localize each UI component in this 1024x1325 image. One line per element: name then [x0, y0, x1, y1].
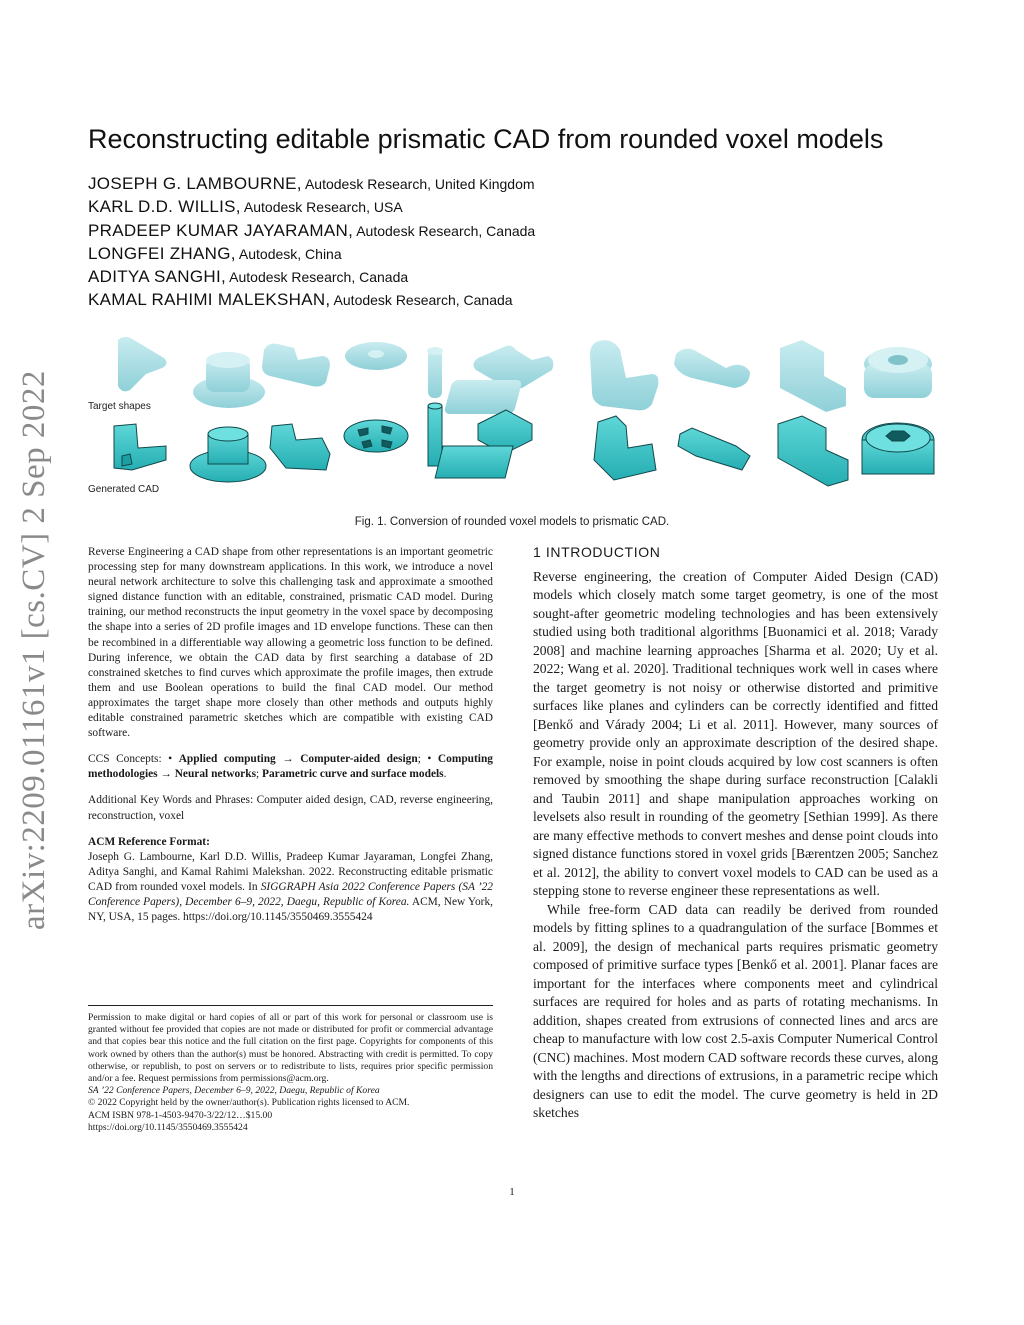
intro-paragraph: While free-form CAD data can readily be derived from rounded models by fitting splines to a quadrangulation of the surface [Bommes et al. 2009], the design of mechanical parts requires prismatic geometry composed of primitive surface types [Benkő et al. 2001]. Planar faces are important for the interfaces where components meet and cylindrical surfaces are required for holes and as parts of rotating mechanisms. In addition, shapes created from extrusions of connected lines and arcs are cheap to manufacture with low cost 2.5-axis Computer Numerical Control (CNC) machines. Most modern CAD software records these curves, along with the lengths and directions of extrusions, in a parametric recipe which designers can use to edit the model. The curve geometry is held in 2D sketches — [533, 901, 938, 1120]
row-label-target: Target shapes — [88, 401, 151, 412]
author-name: KARL D.D. WILLIS, — [88, 197, 241, 217]
author-affiliation: Autodesk Research, Canada — [353, 222, 536, 239]
generated-shape-tray — [435, 446, 513, 478]
conference-line: SA ’22 Conference Papers, December 6–9, 2022, Daegu, Republic of Korea — [88, 1085, 380, 1097]
left-column — [88, 545, 493, 925]
generated-shape-nut-hex-hole — [886, 431, 910, 441]
author-line — [88, 174, 535, 197]
target-shape-tray — [443, 380, 522, 414]
doi-link[interactable]: https://doi.org/10.1145/3550469.3555424 — [88, 1121, 248, 1133]
generated-shape-wedge-notch — [122, 454, 132, 466]
arxiv-identifier-stamp: arXiv:2209.01161v1 [cs.CV] 2 Sep 2022 — [16, 370, 52, 930]
author-name: JOSEPH G. LAMBOURNE, — [88, 174, 302, 193]
page-number: 1 — [509, 1186, 515, 1198]
target-shape-pin-top — [427, 347, 443, 355]
author-affiliation: Autodesk, China — [235, 245, 342, 262]
target-shape-pin — [428, 350, 442, 398]
generated-shape-flange-top — [208, 427, 248, 441]
generated-shape-l-bracket — [270, 424, 330, 470]
author-line — [88, 244, 535, 267]
generated-cad-row — [114, 403, 934, 486]
author-list — [88, 174, 535, 314]
author-name: LONGFEI ZHANG, — [88, 243, 236, 263]
author-affiliation: Autodesk Research, Canada — [226, 269, 409, 286]
target-shape-wedge — [118, 337, 167, 391]
author-name: PRADEEP KUMAR JAYARAMAN, — [88, 220, 354, 240]
target-shape-nut-hole — [888, 355, 908, 365]
ccs-concepts: CCS Concepts: • Applied computing → Computer-aided design; • Computing methodologies → Neural networks; Parametric curve and surface models. — [88, 753, 493, 781]
row-label-generated: Generated CAD — [88, 484, 160, 495]
author-affiliation: Autodesk Research, Canada — [330, 292, 513, 309]
keywords: Additional Key Words and Phrases: Computer aided design, CAD, reverse engineering, reconstruction, voxel — [88, 794, 493, 822]
acm-reference-heading: ACM Reference Format: — [88, 835, 210, 848]
copyright-footnote — [88, 1005, 493, 1134]
abstract: Reverse Engineering a CAD shape from other representations is an important geometric processing step for many downstream applications. In this work, we introduce a novel neural network architecture to solve this challenging task and approximate a smoothed signed distance function with an editable, constrained, prismatic CAD model. During training, our method reconstructs the input geometry in the voxel space by decomposing the shape into a series of 2D profile images and 1D envelope functions. These can then be recombined in a differentiable way allowing a geometric loss function to be defined. During inference, we obtain the CAD data by first searching a database of 2D constrained sketches to find curves which approximate the profile images, then extrude them and use Boolean operations to build the final CAD model. Our method approximates the target shape more closely than other methods and outputs highly editable constrained parametric sketches which are compatible with existing CAD software. — [88, 546, 493, 740]
generated-shape-elbow — [594, 416, 656, 480]
paper-title: Reconstructing editable prismatic CAD from rounded voxel models — [88, 124, 884, 154]
author-line — [88, 267, 535, 290]
author-affiliation: Autodesk Research, USA — [240, 199, 403, 216]
target-shape-flanged-cylinder-top — [206, 352, 250, 368]
generated-shape-wheel — [344, 420, 408, 452]
copyright-line: © 2022 Copyright held by the owner/author(s). Publication rights licensed to ACM. — [88, 1097, 410, 1109]
author-line — [88, 221, 535, 244]
right-column — [533, 543, 938, 1123]
section-heading-introduction: 1 INTRODUCTION — [533, 544, 661, 560]
target-shape-step — [780, 340, 846, 412]
teaser-figure — [86, 330, 938, 502]
target-shape-elbow — [590, 340, 658, 410]
target-shape-wheel-hub — [368, 350, 384, 358]
figure-caption: Fig. 1. Conversion of rounded voxel models to prismatic CAD. — [354, 516, 670, 528]
target-shape-crank — [674, 349, 750, 388]
author-line — [88, 290, 535, 313]
generated-shape-pin-top — [428, 403, 442, 409]
generated-shape-step — [778, 416, 848, 486]
permission-notice: Permission to make digital or hard copies of all or part of this work for personal or classroom use is granted without fee provided that copies are not made or distributed for profit or commercial advantage and that copies bear this notice and the full citation on the first page. Copyrights for components of this work owned by others than the author(s) must be honored. Abstracting with credit is permitted. To copy otherwise, or republish, to post on servers or to redistribute to lists, requires prior specific permission and/or a fee. Request permissions from permissions@acm.org. — [88, 1012, 493, 1085]
target-shapes-row — [118, 337, 932, 414]
isbn-line: ACM ISBN 978-1-4503-9470-3/22/12…$15.00 — [88, 1109, 273, 1121]
author-affiliation: Autodesk Research, United Kingdom — [301, 176, 535, 192]
author-name: ADITYA SANGHI, — [88, 267, 227, 287]
generated-shape-crank — [678, 428, 750, 470]
author-line — [88, 197, 535, 220]
intro-paragraph: Reverse engineering, the creation of Computer Aided Design (CAD) models which closely match some target geometry, is one of the most sought-after geometric modeling technologies and has been extensively studied using both traditional algorithms [Buonamici et al. 2018; Varady 2008] and machine learning approaches [Sharma et al. 2020; Uy et al. 2022; Wang et al. 2020]. Traditional techniques work well in cases where the target geometry is not noisy or otherwise distorted and primitive surfaces like planes and cylinders can be correctly identified and fitted [Benkő and Várady 2004; Li et al. 2011]. However, many sources of geometry provide only an approximate description of the desired shape. For example, noise in point clouds acquired by low cost scanners is often removed by smoothing the shape during surface reconstruction [Calakli and Taubin 2011] and shape manipulation approaches working on levelsets also result in rounding of the geometry [Sethian 1999]. As there are many effective methods to convert meshes and dense point clouds into signed distance functions stored in voxel grids [Bærentzen 2005; Sanchez et al. 2012], the ability to convert voxel models to CAD can be used as a stepping stone to reverse engineer these representations as well. — [533, 568, 938, 898]
acm-reference: Joseph G. Lambourne, Karl D.D. Willis, Pradeep Kumar Jayaraman, Longfei Zhang, Aditya Sanghi, and Kamal Rahimi Malekshan. 2022. Reconstructing editable prismatic CAD from rounded voxel models. In SIGGRAPH Asia 2022 Conference Papers (SA ’22 Conference Papers), December 6–9, 2022, Daegu, Republic of Korea. ACM, New York, NY, USA, 15 pages. https://doi.org/10.1145/3550469.3555424 — [88, 850, 493, 924]
author-name: KAMAL RAHIMI MALEKSHAN, — [88, 290, 331, 310]
target-shape-l-bracket — [262, 344, 330, 387]
